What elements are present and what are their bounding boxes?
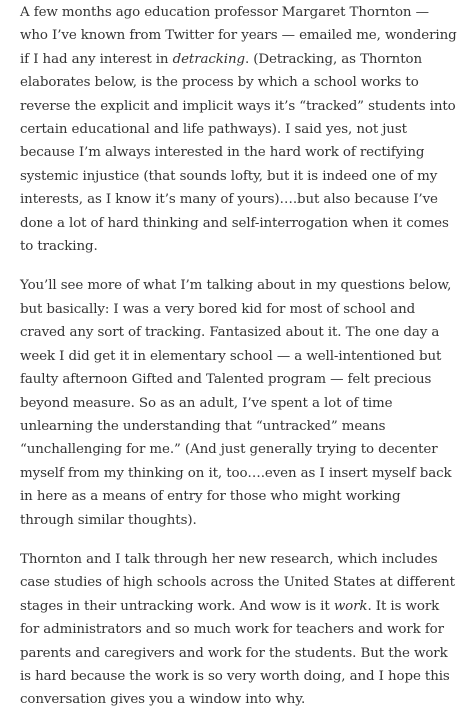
research-text-1: Thornton and I talk through her new research, which includes case studies of high schools across the United States at different stages in their untracking work. And wow is it bbox=[20, 551, 455, 614]
paragraph-research-summary bbox=[20, 548, 457, 712]
research-emphasis-work: work bbox=[333, 598, 368, 614]
paragraph-intro bbox=[20, 1, 457, 258]
research-text-2: . It is work for administrators and so much work for teachers and work for parents and caregivers and work for the students. But the work is hard because the work is so very worth doing, and I hope this conversation gives you a window into why. bbox=[20, 598, 450, 708]
intro-text-2: . (Detracking, as Thornton elaborates below, is the process by which a school works to reverse the explicit and implicit ways it’s “tracked” students into certain educational and life pathways). I said yes, not just because I’m always interested in the hard work of rectifying systemic injustice (that sounds lofty, but it is indeed one of my interests, as I know it’s many of yours)….but also because I’ve done a lot of hard thinking and self-interrogation when it comes to tracking. bbox=[20, 51, 456, 255]
intro-text-1: A few months ago education professor Margaret Thornton — who I’ve known from Twitter for years — emailed me, wondering if I had any interest in bbox=[20, 5, 457, 67]
paragraph-personal-experience bbox=[20, 274, 457, 531]
intro-emphasis-detracking: detracking bbox=[172, 51, 245, 67]
personal-experience-text: You’ll see more of what I’m talking about in my questions below, but basically: I was a very bored kid for most of school and craved any sort of tracking. Fantasized about it. The one day a week I did get it in elementary school — a well-intentioned but faulty afternoon Gifted and Talented program — felt precious beyond measure. So as an adult, I’ve spent a lot of time unlearning the understanding that “untracked” means “unchallenging for me.” (And just generally trying to decenter myself from my thinking on it, too….even as I insert myself back in here as a means of entry for those who might working through similar thoughts). bbox=[20, 278, 452, 528]
